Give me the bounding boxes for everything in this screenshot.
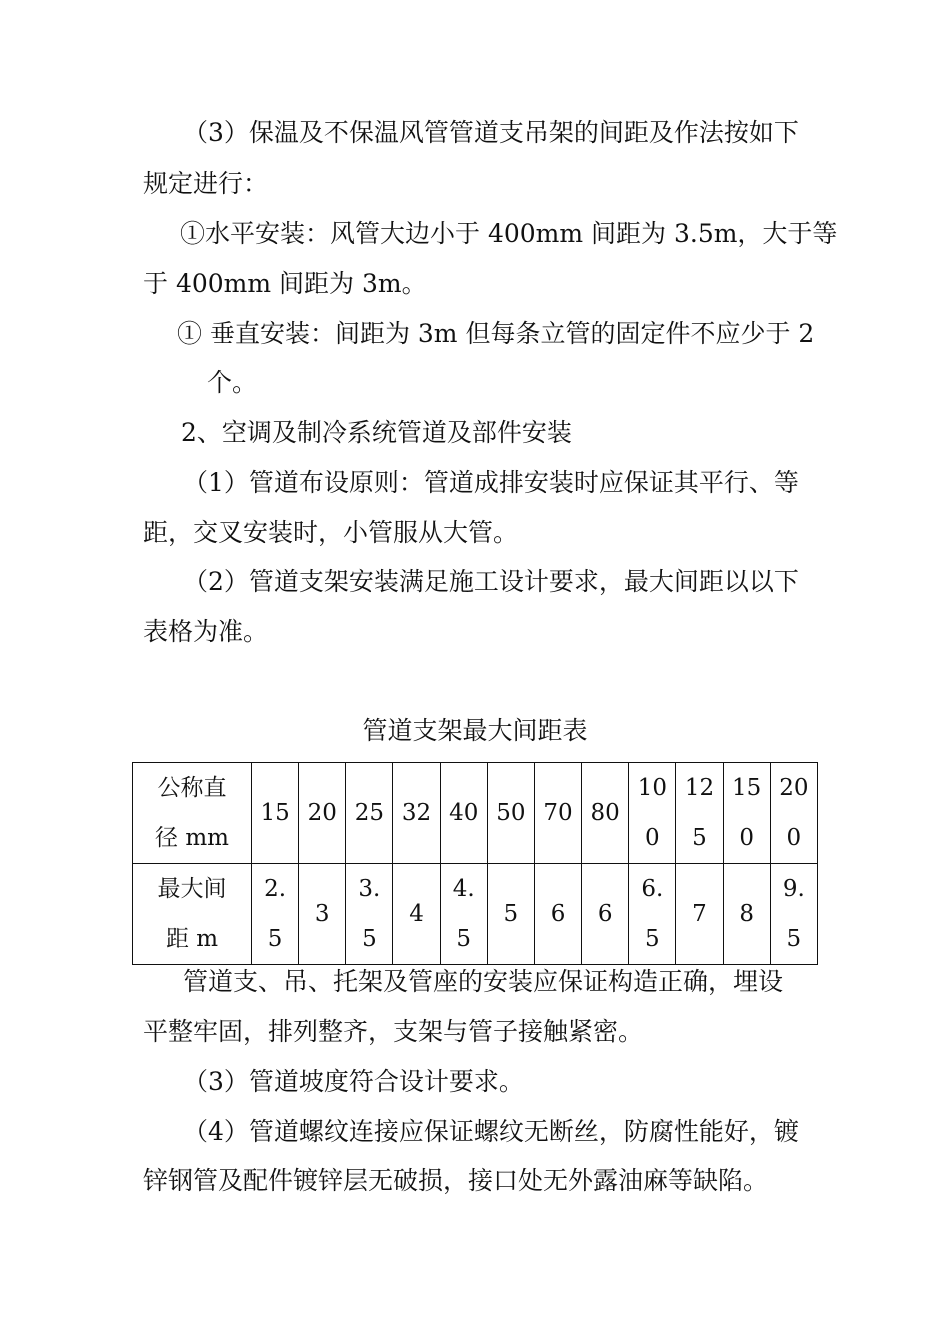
paragraph-line: 表格为准。 <box>143 617 269 646</box>
paragraph-line: 管道支、吊、托架及管座的安装应保证构造正确，埋设 <box>183 967 784 996</box>
table-cell: 15 0 <box>723 763 770 864</box>
table-cell: 4. 5 <box>440 864 487 965</box>
table-cell: 7 <box>676 864 723 965</box>
table-cell: 4 <box>393 864 440 965</box>
table-cell: 6 <box>534 864 581 965</box>
table-cell: 40 <box>440 763 487 864</box>
paragraph-line: ①水平安装：风管大边小于 400mm 间距为 3.5m，大于等 <box>180 219 838 248</box>
table-caption: 管道支架最大间距表 <box>362 716 588 745</box>
paragraph-line: （3）管道坡度符合设计要求。 <box>183 1067 524 1096</box>
paragraph-line: 个。 <box>207 368 258 397</box>
paragraph-line: 锌钢管及配件镀锌层无破损，接口处无外露油麻等缺陷。 <box>143 1166 769 1195</box>
section-heading: 2、空调及制冷系统管道及部件安装 <box>181 418 572 447</box>
row-header-nominal-diameter: 公称直 径 mm <box>133 763 252 864</box>
table-cell: 2. 5 <box>252 864 299 965</box>
table-cell: 8 <box>723 864 770 965</box>
table-cell: 20 0 <box>770 763 817 864</box>
table-row <box>133 763 818 864</box>
row-header-max-spacing: 最大间 距 m <box>133 864 252 965</box>
paragraph-line: 于 400mm 间距为 3m。 <box>143 269 427 298</box>
table-cell: 20 <box>299 763 346 864</box>
paragraph-line: （2）管道支架安装满足施工设计要求，最大间距以以下 <box>183 567 799 596</box>
table-cell: 3 <box>299 864 346 965</box>
paragraph-line: 距，交叉安装时，小管服从大管。 <box>143 518 519 547</box>
table-cell: 80 <box>582 763 629 864</box>
paragraph-line: （3）保温及不保温风管管道支吊架的间距及作法按如下 <box>183 118 799 147</box>
table-cell: 3. 5 <box>346 864 393 965</box>
table-cell: 5 <box>487 864 534 965</box>
table-cell: 50 <box>487 763 534 864</box>
table-cell: 6 <box>582 864 629 965</box>
table-cell: 9. 5 <box>770 864 817 965</box>
table-cell: 70 <box>534 763 581 864</box>
spacing-table <box>132 762 818 965</box>
paragraph-line: ① 垂直安装：间距为 3m 但每条立管的固定件不应少于 2 <box>177 319 815 348</box>
table-cell: 32 <box>393 763 440 864</box>
table-cell: 6. 5 <box>629 864 676 965</box>
paragraph-line: 平整牢固，排列整齐，支架与管子接触紧密。 <box>143 1017 644 1046</box>
table-cell: 12 5 <box>676 763 723 864</box>
paragraph-line: （1）管道布设原则：管道成排安装时应保证其平行、等 <box>183 468 799 497</box>
table-cell: 25 <box>346 763 393 864</box>
table-cell: 10 0 <box>629 763 676 864</box>
table-cell: 15 <box>252 763 299 864</box>
table-row <box>133 864 818 965</box>
paragraph-line: （4）管道螺纹连接应保证螺纹无断丝，防腐性能好，镀 <box>183 1117 799 1146</box>
paragraph-line: 规定进行： <box>143 169 269 198</box>
